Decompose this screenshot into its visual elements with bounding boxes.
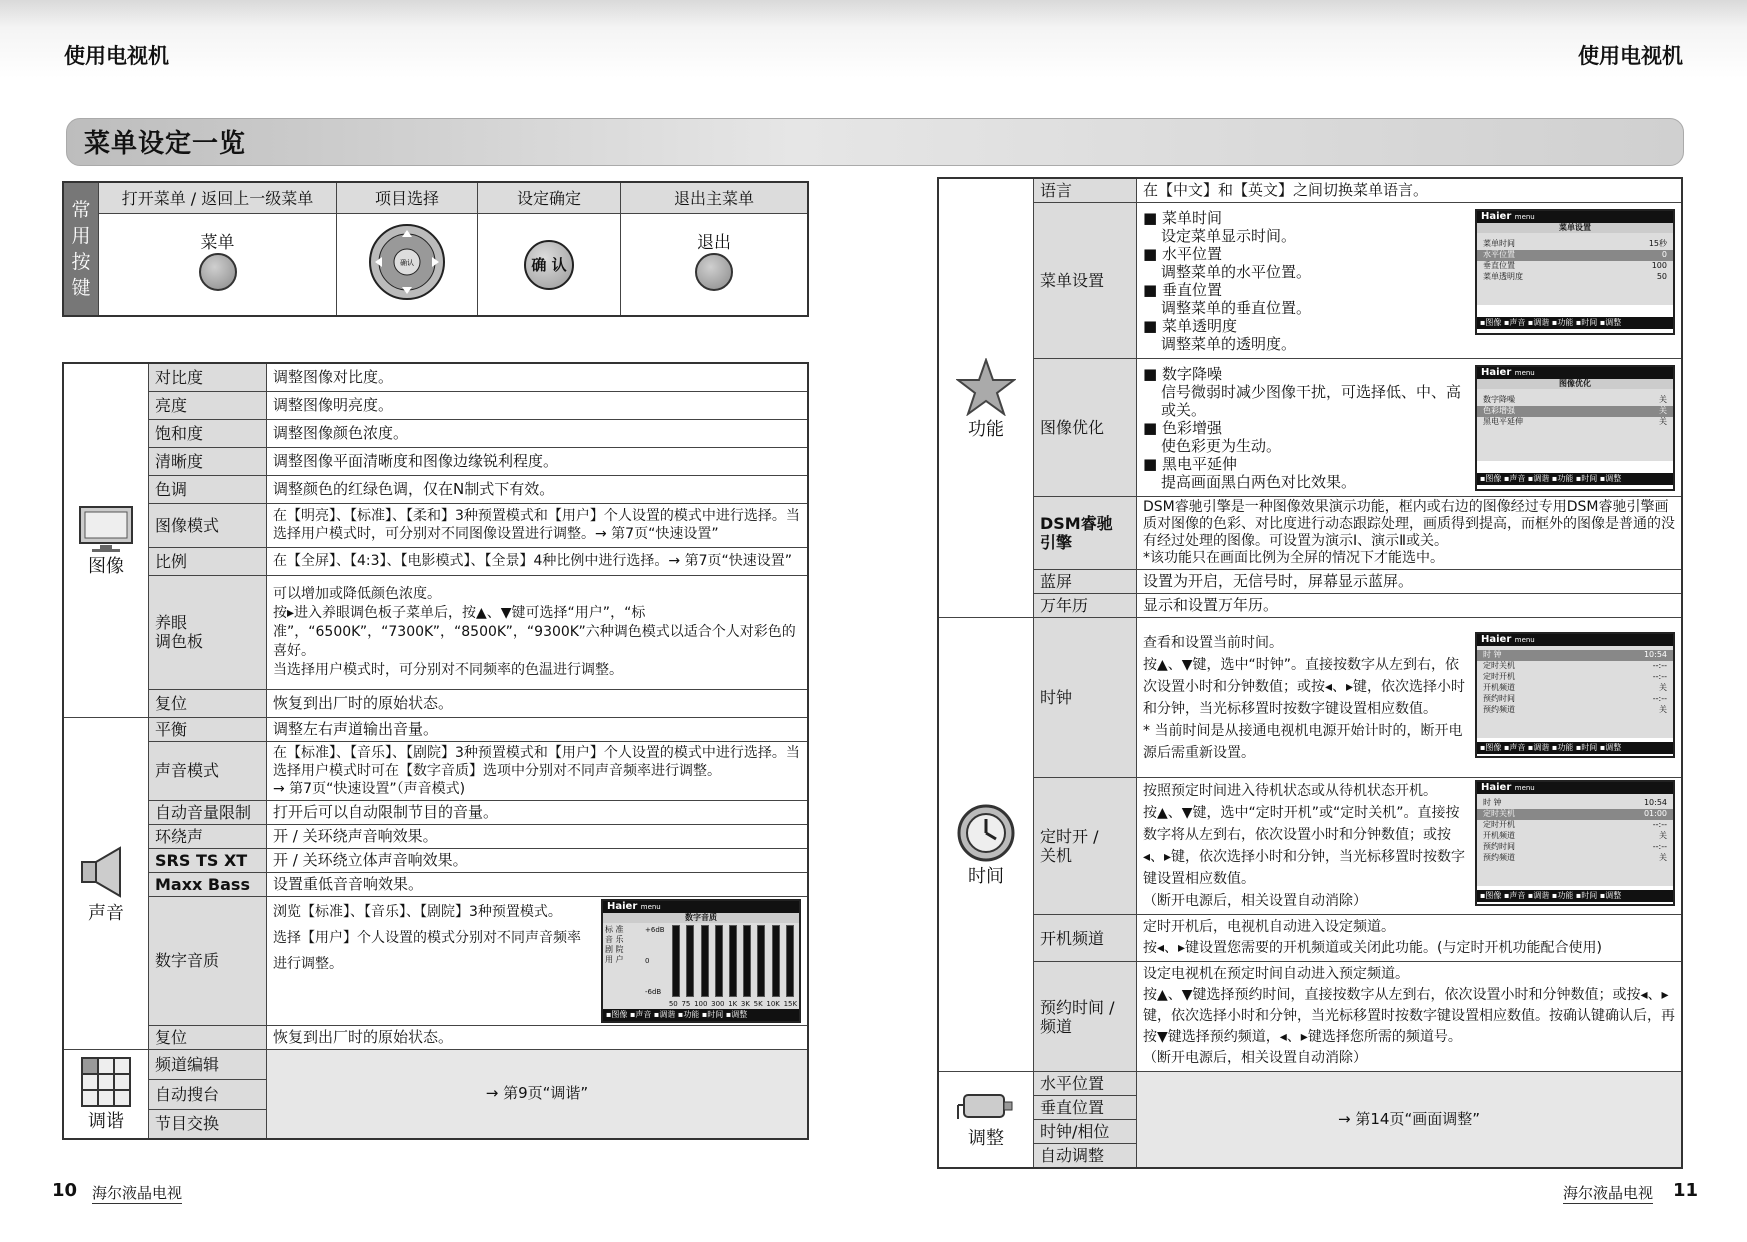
row-tint-name: 色调 [149, 475, 267, 503]
row-dsm-name: DSM睿驰 引擎 [1034, 497, 1137, 570]
row-avl-name: 自动音量限制 [149, 800, 267, 824]
row-clock-desc: 查看和设置当前时间。 按▲、▼键，选中“时钟”。直接按数字从左到右，依次设置小时和分钟数值；或按◂、▸键，依次选择小时和分钟，当光标移置时按数字键设置相应数值。 * 当前时间是从接通电视机电源开始计时的，断开电源后需重新设置。 [1143, 634, 1466, 761]
tune-group-cell [63, 1049, 149, 1139]
row-brightness-name: 亮度 [149, 391, 267, 419]
row-auto-search: 自动搜台 [149, 1079, 267, 1109]
nav-center-label: 确认 [400, 259, 414, 267]
adjust-ref[interactable]: → 第14页“画面调整” [1137, 1072, 1683, 1169]
col-open-menu: 打开菜单 / 返回上一级菜单 [99, 182, 337, 214]
eq-freq-label: 3K [740, 999, 750, 1008]
left-menu-table [62, 362, 809, 1140]
row-boot-ch-name: 开机频道 [1034, 915, 1137, 962]
row-sound-mode-desc: 在【标准】、【音乐】、【剧院】3种预置模式和【用户】个人设置的模式中进行选择。当选择用户模式时可在【数字音质】选项中分别对不同声音频率进行调整。 → 第7页“快速设置”（声音模式) [267, 741, 809, 800]
eq-freq-label: 10K [766, 999, 780, 1008]
eq-freq-label: 300 [711, 999, 725, 1008]
row-maxxbass-name: Maxx Bass [149, 872, 267, 896]
tv-icon [76, 505, 136, 553]
exit-key-label: 退出 [697, 232, 731, 253]
eq-freq-label: 50 [668, 999, 678, 1008]
right-menu-table [937, 177, 1683, 1169]
row-dsm-note: *该功能只在画面比例为全屏的情况下才能选中。 [1143, 550, 1444, 566]
eq-bar [715, 925, 723, 997]
right-footer-brand: 海尔液晶电视 [1563, 1184, 1654, 1202]
row-digital-sound-name: 数字音质 [149, 896, 267, 1025]
tune-ref[interactable]: → 第9页“调谐” [267, 1049, 809, 1139]
eq-freq-labels [603, 999, 799, 1009]
col-exit: 退出主菜单 [621, 182, 809, 214]
row-auto-adjust: 自动调整 [1034, 1144, 1137, 1169]
row-menu-setting-cell [1137, 203, 1683, 359]
row-dsm-desc: DSM睿驰引擎是一种图像效果演示功能，框内或右边的图像经过专用DSM睿驰引擎画质对图像的色彩、对比度进行动态跟踪处理，画质得到提高，而框外的图像是普通的没有经过处理的图像。可设置为演示Ⅰ、演示Ⅱ或关。 [1143, 499, 1675, 549]
ok-key-cell [478, 214, 621, 317]
eq-freq-label: 5K [753, 999, 763, 1008]
section-bar [66, 118, 1684, 166]
row-program-swap: 节目交换 [149, 1109, 267, 1139]
eq-bars [669, 925, 797, 997]
menu-key-label: 菜单 [200, 232, 235, 253]
row-srs-desc: 开 / 关环绕立体声音响效果。 [267, 848, 809, 872]
menu-button[interactable] [199, 253, 237, 291]
time-group-cell [938, 618, 1034, 1072]
row-timer-desc: 按照预定时间进入待机状态或从待机状态开机。 按▲、▼键，选中“定时开机”或“定时关机”。直接按数字将从左到右，依次设置小时和分钟数值；或按◂、▸键，依次选择小时和分钟，当光标移置时按数字键设置相应数值。 （断开电源后，相关设置自动消除） [1143, 783, 1466, 909]
header-left-title: 使用电视机 [64, 44, 169, 68]
eq-screen-header: Haier menu [603, 901, 799, 913]
nav-key-cell [337, 214, 478, 317]
row-surround-desc: 开 / 关环绕声音响效果。 [267, 824, 809, 848]
right-page-number: 11 [1673, 1180, 1699, 1201]
sound-group-label: 声音 [88, 902, 124, 924]
row-calendar-desc: 显示和设置万年历。 [1137, 594, 1683, 618]
adjust-group-label: 调整 [968, 1128, 1004, 1149]
row-palette-desc: 可以增加或降低颜色浓度。 按▸进入养眼调色板子菜单后，按▲、▼键可选择“用户”，“标准”，“6500K”，“7300K”，“8500K”，“9300K”六种调色模式以适合个人对彩色的喜好。 当选择用户模式时，可分别对不同频率的色温进行调整。 [267, 575, 809, 689]
eq-bar [701, 925, 709, 997]
eq-db-scale: +6dB 0 -6dB [645, 925, 665, 996]
row-blue-name: 蓝屏 [1034, 570, 1137, 594]
left-page-number: 10 [52, 1180, 78, 1201]
clock-icon [956, 803, 1016, 863]
col-confirm: 设定确定 [478, 182, 621, 214]
row-timer-name: 定时开 / 关机 [1034, 778, 1137, 915]
row-reserve-desc: 设定电视机在预定时间自动进入预定频道。 按▲、▼键选择预约时间，直接按数字从左到右，依次设置小时和分钟数值；或按◂、▸键，依次选择小时和分钟，当光标移置时按数字键设置相应数值。按确认键确认后，再按▼键选择预约频道，◂、▸键选择您所需的频道号。 （断开电源后，相关设置自动消除） [1137, 962, 1683, 1072]
row-calendar-name: 万年历 [1034, 594, 1137, 618]
row-picture-mode-desc: 在【明亮】、【标准】、【柔和】3种预置模式和【用户】个人设置的模式中进行选择。当选择用户模式时，可分别对不同图像设置进行调整。→ 第7页“快速设置” [267, 503, 809, 547]
eq-freq-label: 75 [681, 999, 691, 1008]
menu-setting-screen: Haier menu 菜单设置 菜单时间 15秒 水平位置 0 垂直位置 100 菜单透明度 50 ▪图像 ▪声音 ▪调谐 ▪功能 ▪时间 ▪调整 [1475, 209, 1675, 335]
row-sound-reset-name: 复位 [149, 1025, 267, 1049]
row-picture-mode-name: 图像模式 [149, 503, 267, 547]
timer-screen: Haier menu 时 钟 10:54 定时关机 01:00 定时开机 --:-- 开机频道 关 预约时间 --:-- 预约频道 关 ▪图像 ▪声音 ▪调谐 ▪功能 ▪时间 ▪调整 [1475, 780, 1675, 906]
row-h-position: 水平位置 [1034, 1072, 1137, 1096]
row-balance-desc: 调整左右声道输出音量。 [267, 717, 809, 741]
eq-bar [772, 925, 780, 997]
eq-bar [786, 925, 794, 997]
row-reserve-name: 预约时间 / 频道 [1034, 962, 1137, 1072]
row-digital-sound-cell [267, 896, 809, 1025]
row-sound-mode-name: 声音模式 [149, 741, 267, 800]
nav-pad-icon[interactable] [367, 222, 447, 302]
keys-table [62, 181, 809, 317]
row-channel-edit: 频道编辑 [149, 1049, 267, 1079]
header-right-title: 使用电视机 [1578, 44, 1683, 68]
row-boot-ch-desc: 定时开机后，电视机自动进入设定频道。 按◂、▸键设置您需要的开机频道或关闭此功能。(与定时开机功能配合使用) [1137, 915, 1683, 962]
eq-screen-title: 数字音质 [603, 913, 799, 923]
section-title: 菜单设定一览 [84, 129, 247, 159]
eq-bar [686, 925, 694, 997]
row-sharpness-desc: 调整图像平面清晰度和图像边缘锐利程度。 [267, 447, 809, 475]
row-ratio-desc: 在【全屏】、【4:3】、【电影模式】、【全景】4种比例中进行选择。→ 第7页“快速设置” [267, 547, 809, 575]
row-clock-phase: 时钟/相位 [1034, 1120, 1137, 1144]
row-clock-name: 时钟 [1034, 618, 1137, 778]
row-saturation-desc: 调整图像颜色浓度。 [267, 419, 809, 447]
eq-screen [601, 899, 801, 1023]
grid-icon [80, 1056, 132, 1108]
exit-button[interactable] [695, 253, 733, 291]
row-image-opt-name: 图像优化 [1034, 359, 1137, 497]
row-avl-desc: 打开后可以自动限制节目的音量。 [267, 800, 809, 824]
eq-freq-label: 15K [783, 999, 798, 1008]
eq-body [603, 923, 799, 999]
image-group-label: 图像 [88, 555, 124, 577]
speaker-icon [76, 844, 136, 900]
row-balance-name: 平衡 [149, 717, 267, 741]
row-dsm-cell [1137, 497, 1683, 570]
row-contrast-desc: 调整图像对比度。 [267, 363, 809, 391]
image-opt-screen: Haier menu 图像优化 数字降噪 关 色彩增强 关 黑电平延伸 关 ▪图像 ▪声音 ▪调谐 ▪功能 ▪时间 ▪调整 [1475, 365, 1675, 491]
row-saturation-name: 饱和度 [149, 419, 267, 447]
sound-group-cell [63, 717, 149, 1049]
row-srs-name: SRS TS XT [149, 848, 267, 872]
eq-freq-label: 1K [728, 999, 738, 1008]
ok-button[interactable]: 确 认 [524, 240, 574, 290]
eq-bar [757, 925, 765, 997]
time-group-label: 时间 [968, 866, 1004, 887]
row-tint-desc: 调整颜色的红绿色调，仅在N制式下有效。 [267, 475, 809, 503]
row-language-name: 语言 [1034, 178, 1137, 203]
row-image-opt-cell [1137, 359, 1683, 497]
row-v-position: 垂直位置 [1034, 1096, 1137, 1120]
eq-bar [672, 925, 680, 997]
row-sharpness-name: 清晰度 [149, 447, 267, 475]
monitor-icon [956, 1091, 1016, 1125]
func-group-cell [938, 178, 1034, 618]
eq-bar [743, 925, 751, 997]
adjust-group-cell [938, 1072, 1034, 1169]
tune-group-label: 调谐 [88, 1111, 124, 1133]
eq-modes: 标 准 音 乐 剧 院 用 户 [605, 924, 624, 964]
row-contrast-name: 对比度 [149, 363, 267, 391]
star-icon [956, 358, 1016, 416]
image-group-cell [63, 363, 149, 717]
func-group-label: 功能 [968, 418, 1004, 440]
row-surround-name: 环绕声 [149, 824, 267, 848]
eq-bar [729, 925, 737, 997]
header-band [0, 0, 1747, 78]
exit-key-cell [621, 214, 809, 317]
row-sound-reset-desc: 恢复到出厂时的原始状态。 [267, 1025, 809, 1049]
clock-screen: Haier menu 时 钟 10:54 定时关机 --:-- 定时开机 --:-- 开机频道 关 预约时间 --:-- 预约频道 关 ▪图像 ▪声音 ▪调谐 ▪功能 ▪时间 ▪调整 [1475, 632, 1675, 758]
menu-key-cell [99, 214, 337, 317]
row-image-reset-name: 复位 [149, 689, 267, 717]
row-palette-name: 养眼 调色板 [149, 575, 267, 689]
row-digital-sound-desc: 浏览【标准】、【音乐】、【剧院】3种预置模式。 选择【用户】个人设置的模式分别对不同声音频率进行调整。 [273, 903, 581, 972]
row-brightness-desc: 调整图像明亮度。 [267, 391, 809, 419]
row-image-reset-desc: 恢复到出厂时的原始状态。 [267, 689, 809, 717]
row-menu-setting-name: 菜单设置 [1034, 203, 1137, 359]
row-ratio-name: 比例 [149, 547, 267, 575]
row-blue-desc: 设置为开启，无信号时，屏幕显示蓝屏。 [1137, 570, 1683, 594]
row-timer-cell [1137, 778, 1683, 915]
menu-setting-items: ■ 菜单时间 设定菜单显示时间。 ■ 水平位置 调整菜单的水平位置。 ■ 垂直位置 调整菜单的垂直位置。 ■ 菜单透明度 调整菜单的透明度。 [1143, 208, 1312, 353]
col-item-select: 项目选择 [337, 182, 478, 214]
row-clock-cell [1137, 618, 1683, 778]
left-footer-brand: 海尔液晶电视 [92, 1184, 183, 1202]
eq-freq-label: 100 [694, 999, 708, 1008]
eq-screen-footer: ▪图像 ▪声音 ▪调谐 ▪功能 ▪时间 ▪调整 [603, 1009, 799, 1021]
row-maxxbass-desc: 设置重低音音响效果。 [267, 872, 809, 896]
row-language-desc: 在【中文】和【英文】之间切换菜单语言。 [1137, 178, 1683, 203]
image-opt-items: ■ 数字降噪 信号微弱时减少图像干扰，可选择低、中、高或关。 ■ 色彩增强 使色彩更为生动。 ■ 黑电平延伸 提高画面黑白两色对比效果。 [1143, 364, 1462, 491]
keys-side-label: 常 用 按 键 [63, 182, 99, 316]
